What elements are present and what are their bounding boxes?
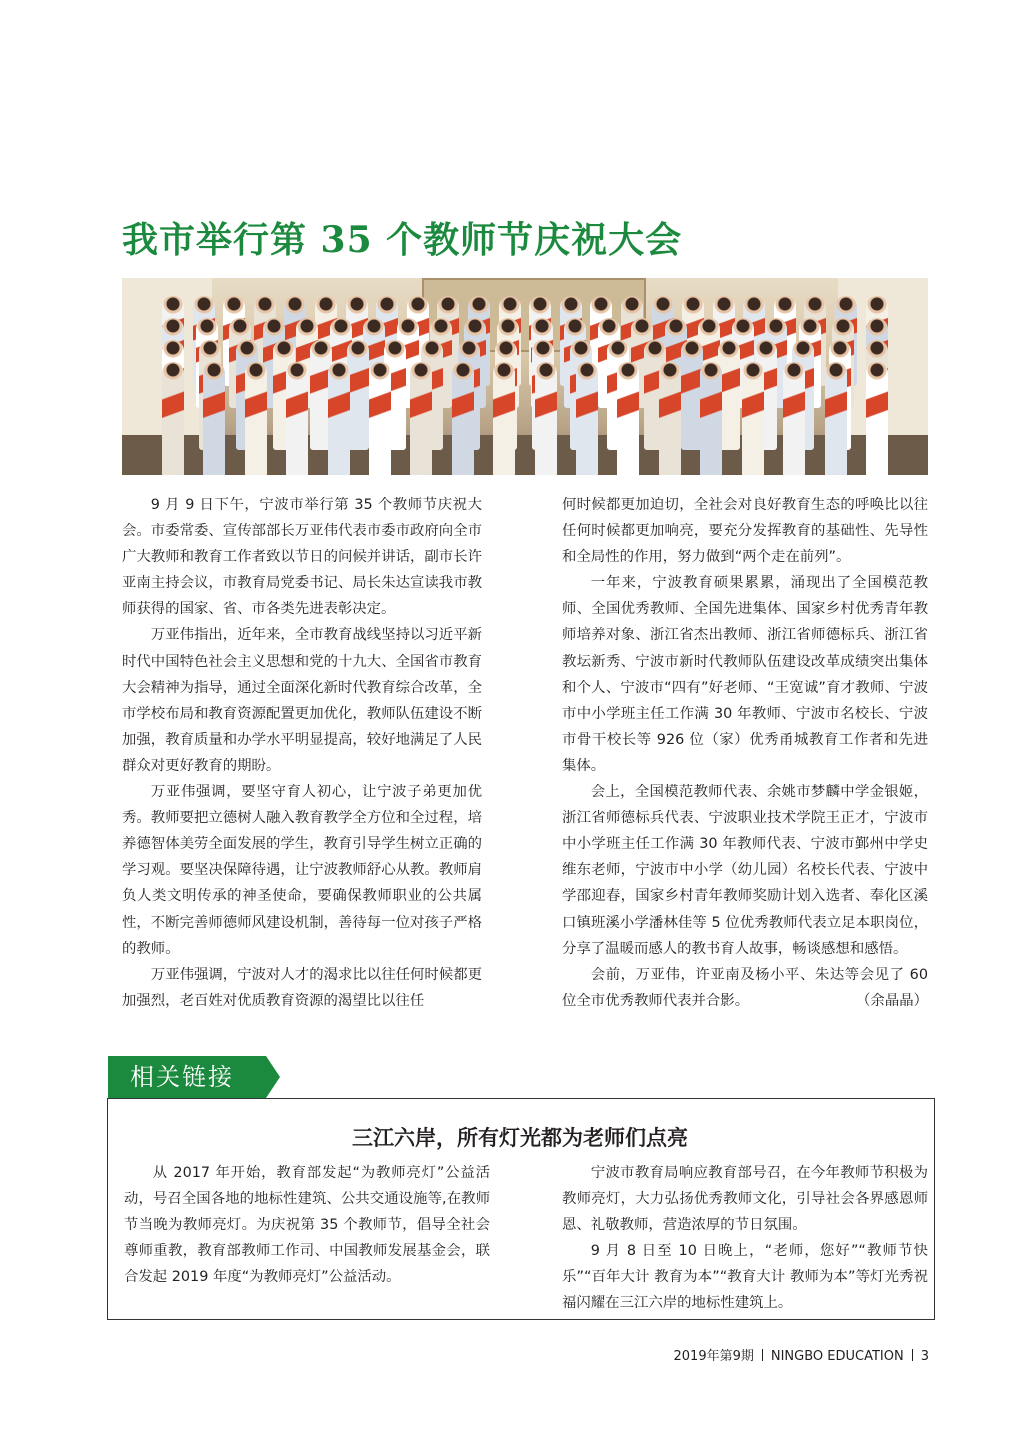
related-title: 三江六岸，所有灯光都为老师们点亮 [352,1126,688,1150]
photo-figure [659,362,681,475]
magazine-name: NINGBO EDUCATION [770,1349,904,1364]
photo-figure [245,362,267,475]
related-paragraph: 从 2017 年开始，教育部发起“为教师亮灯”公益活动，号召全国各地的地标性建筑、公共交通设施等,在教师节当晚为教师亮灯。为庆祝第 35 个教师节，倡导全社会尊师重教，教育部教师工作司、中国教师发展基金会，联合发起 2019 年度“为教师亮灯”公益活动。 [124,1165,490,1286]
article-column-right [562,492,928,1014]
photo-figure [617,362,639,475]
article-paragraph: 万亚伟强调，要坚守育人初心，让宁波子弟更加优秀。教师要把立德树人融入教育教学全方位和全过程，培养德智体美劳全面发展的学生，教育引导学生树立正确的学习观。要坚决保障待遇，让宁波教师舒心从教。教师肩负人类文明传承的神圣使命，要确保教师职业的公共属性，不断完善师德师风建设机制，善待每一位对孩子严格的教师。 [122,784,482,957]
photo-figure [369,362,391,475]
photo-figure [535,362,557,475]
article-paragraph: 一年来，宁波教育硕果累累，涌现出了全国模范教师、全国优秀教师、全国先进集体、国家乡村优秀青年教师培养对象、浙江省杰出教师、浙江省师德标兵、浙江省教坛新秀、宁波市新时代教师队伍建设改革成绩突出集体和个人、宁波市“四有”好老师、“王宽诚”育才教师、宁波市中小学班主任工作满 30 年教师、宁波市名校长、宁波市骨干校长等 926 位（家）优秀甬城教育工作者和先进集体。 [562,575,928,774]
photo-figure [452,362,474,475]
photo-figure [576,362,598,475]
photo-figure [742,362,764,475]
related-paragraph: 9 月 8 日至 10 日晚上，“老师，您好”“教师节快乐”“百年大计 教育为本”“教育大计 教师为本”等灯光秀祝福闪耀在三江六岸的地标性建筑上。 [562,1243,928,1312]
photo-figure [783,362,805,475]
photo-figure [162,362,184,475]
last-paragraph-text: 会前，万亚伟，许亚南及杨小平、朱达等会见了 60 位全市优秀教师代表并合影。 [562,966,928,1009]
article-paragraph: 9 月 9 日下午，宁波市举行第 35 个教师节庆祝大会。市委常委、宣传部部长万亚伟代表市委市政府向全市广大教师和教育工作者致以节日的问候并讲话，副市长许亚南主持会议，市教育局党委书记、局长朱达宣读我市教师获得的国家、省、市各类先进表彰决定。 [122,497,482,618]
related-column-left [124,1160,490,1290]
group-photo [122,278,928,475]
photo-figure [493,362,515,475]
related-links-tab: 相关链接 [108,1056,266,1098]
author-credit: （余晶晶） [856,992,928,1009]
related-column-right [562,1160,928,1317]
page-footer [674,1345,929,1364]
photo-figure [866,362,888,475]
issue-label: 2019年第9期 [673,1349,754,1364]
article-title: 我市举行第 35 个教师节庆祝大会 [122,219,683,261]
photo-figure [700,362,722,475]
article-paragraph: 会上，全国模范教师代表、余姚市梦麟中学金银姬，浙江省师德标兵代表、宁波职业技术学院王正才，宁波市中小学班主任工作满 30 年教师代表、宁波市鄞州中学史维东老师，宁波市中小学（幼儿园）名校长代表、宁波中学邵迎春，国家乡村青年教师奖励计划入选者、奉化区溪口镇班溪小学潘林佳等 5 位优秀教师代表立足本职岗位，分享了温暖而感人的教书育人故事，畅谈感想和感悟。 [562,784,928,957]
photo-figure [286,362,308,475]
photo-figure [328,362,350,475]
article-paragraph: 万亚伟指出，近年来，全市教育战线坚持以习近平新时代中国特色社会主义思想和党的十九大、全国省市教育大会精神为指导，通过全面深化新时代教育综合改革，全市学校布局和教育资源配置更加优化，教师队伍建设不断加强，教育质量和办学水平明显提高，较好地满足了人民群众对更好教育的期盼。 [122,627,482,774]
article-paragraph-continued: 何时候都更加迫切，全社会对良好教育生态的呼唤比以往任何时候都更加响亮，要充分发挥教育的基础性、先导性和全局性的作用，努力做到“两个走在前列”。 [562,497,928,566]
page-number: 3 [920,1349,929,1364]
related-paragraph: 宁波市教育局响应教育部号召，在今年教师节积极为教师亮灯，大力弘扬优秀教师文化，引导社会各界感恩师恩、礼敬教师，营造浓厚的节日氛围。 [562,1165,928,1234]
photo-figure [825,362,847,475]
photo-figure [410,362,432,475]
article-paragraph: 万亚伟强调，宁波对人才的渴求比以往任何时候都更加强烈，老百姓对优质教育资源的渴望比以往任 [122,966,482,1009]
article-paragraph-last [562,962,928,1014]
photo-figure [203,362,225,475]
article-column-left [122,492,482,1014]
